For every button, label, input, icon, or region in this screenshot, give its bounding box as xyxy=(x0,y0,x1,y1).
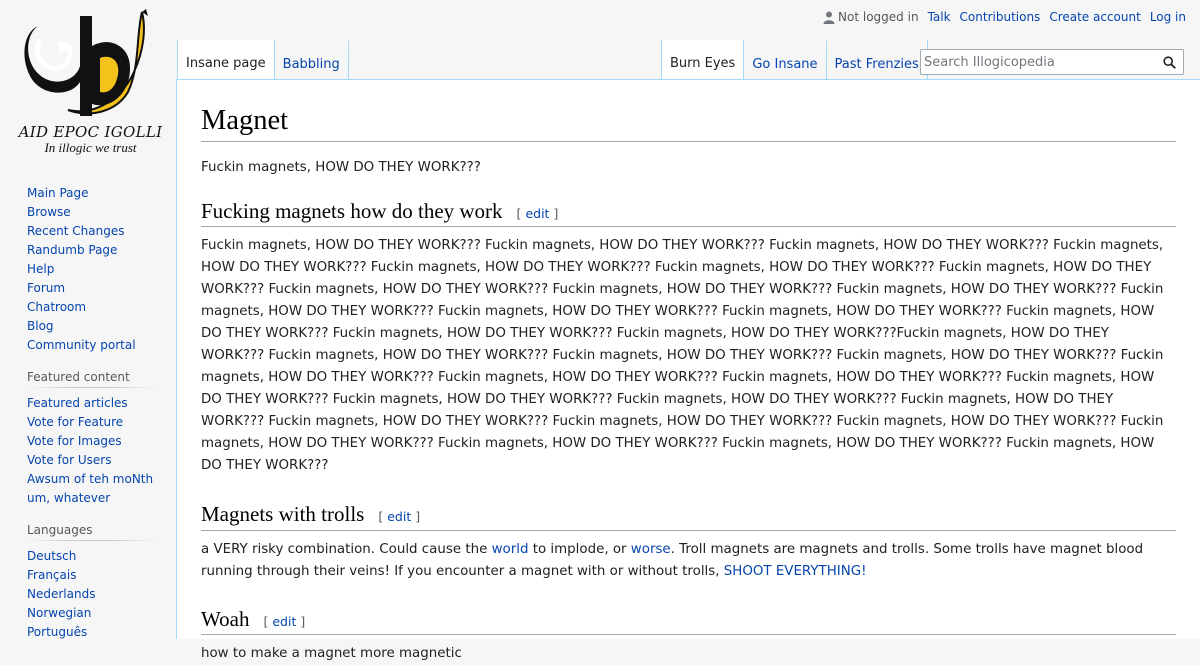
view-tabs xyxy=(661,40,928,80)
edit-section: [ edit ] xyxy=(378,509,421,525)
sidebar-item-vote-for-users[interactable]: Vote for Users xyxy=(27,453,112,467)
sidebar-item-browse[interactable]: Browse xyxy=(27,205,71,219)
namespace-tabs xyxy=(177,40,349,80)
sidebar-item-forum[interactable]: Forum xyxy=(27,281,66,295)
featured-portal xyxy=(0,367,176,508)
sidebar-item-portugues[interactable]: Português xyxy=(27,625,88,639)
search-icon xyxy=(1163,56,1176,69)
edit-section: [ edit ] xyxy=(263,613,306,629)
not-logged-in-label: Not logged in xyxy=(838,10,919,24)
tab-label: Past Frenzies xyxy=(834,57,919,72)
sidebar-item-main-page[interactable]: Main Page xyxy=(27,186,89,200)
languages-heading: Languages xyxy=(27,520,157,541)
intro-paragraph: Fuckin magnets, HOW DO THEY WORK??? xyxy=(201,160,481,176)
sidebar-item-norwegian[interactable]: Norwegian xyxy=(27,606,92,620)
edit-link[interactable]: edit xyxy=(272,613,297,629)
tab-label: Go Insane xyxy=(752,57,818,72)
tab-past-frenzies[interactable] xyxy=(827,40,928,80)
tab-label: Babbling xyxy=(282,57,340,72)
not-logged-in xyxy=(823,10,919,24)
edit-section: [ edit ] xyxy=(516,206,559,222)
contributions-link[interactable]: Contributions xyxy=(959,10,1041,24)
sidebar-item-vote-for-images[interactable]: Vote for Images xyxy=(27,434,122,448)
sidebar-item-um-whatever[interactable]: um, whatever xyxy=(27,491,111,505)
section-heading-text: Woah xyxy=(201,606,250,631)
sidebar-item-vote-for-feature[interactable]: Vote for Feature xyxy=(27,415,124,429)
sidebar-item-community-portal[interactable]: Community portal xyxy=(27,338,136,352)
languages-portal xyxy=(0,520,176,642)
shoot-everything-link[interactable]: SHOOT EVERYTHING! xyxy=(723,563,867,579)
sidebar-item-featured-articles[interactable]: Featured articles xyxy=(27,396,128,410)
talk-link[interactable]: Talk xyxy=(927,10,951,24)
sidebar-item-nederlands[interactable]: Nederlands xyxy=(27,587,96,601)
section-heading xyxy=(201,604,1176,635)
tab-label: Burn Eyes xyxy=(670,56,736,71)
search-box xyxy=(920,49,1184,75)
logo-tagline: In illogic we trust xyxy=(44,140,137,155)
tab-insane-page[interactable] xyxy=(177,40,275,80)
section-paragraph: how to make a magnet more magnetic xyxy=(201,645,462,661)
world-link[interactable]: world xyxy=(491,541,529,557)
logo-mark-icon xyxy=(18,6,163,126)
sidebar-item-chatroom[interactable]: Chatroom xyxy=(27,300,87,314)
section-heading xyxy=(201,196,1176,227)
sidebar xyxy=(0,184,176,654)
tab-burn-eyes[interactable] xyxy=(661,40,744,80)
edit-link[interactable]: edit xyxy=(387,509,412,525)
sidebar-item-francais[interactable]: Français xyxy=(27,568,77,582)
personal-tools xyxy=(823,10,1186,24)
search-button[interactable] xyxy=(1157,50,1181,74)
section-paragraph: Fuckin magnets, HOW DO THEY WORK??? Fuckin magnets, HOW DO THEY WORK??? Fuckin magnets, HOW DO THEY WORK??? Fuckin magnets, HOW DO THEY WORK??? Fuckin magnets, HOW DO THEY WORK??? Fuckin magnets, HOW DO THEY WORK??? Fuckin magnets, HOW DO THEY WORK??? Fuckin magnets, HOW DO THEY WORK??? Fuckin magnets, HOW DO THEY WORK??? Fuckin magnets, HOW DO THEY WORK??? Fuckin magnets, HOW DO THEY WORK??? Fuckin magnets, HOW DO THEY WORK??? Fuckin magnets, HOW DO THEY WORK??? Fuckin magnets, HOW DO THEY WORK??? Fuckin magnets, HOW DO THEY WORK??? Fuckin magnets, HOW DO THEY WORK???Fuckin magnets, HOW DO THEY WORK??? Fuckin magnets, HOW DO THEY WORK??? Fuckin magnets, HOW DO THEY WORK??? Fuckin magnets, HOW DO THEY WORK??? Fuckin magnets, HOW DO THEY WORK??? Fuckin magnets, HOW DO THEY WORK??? Fuckin magnets, HOW DO THEY WORK??? Fuckin magnets, HOW DO THEY WORK??? Fuckin magnets, HOW DO THEY WORK??? Fuckin magnets, HOW DO THEY WORK??? Fuckin magnets, HOW DO THEY WORK??? Fuckin magnets, HOW DO THEY WORK??? Fuckin magnets, HOW DO THEY WORK??? Fuckin magnets, HOW DO THEY WORK??? Fuckin magnets, HOW DO THEY WORK??? Fuckin magnets, HOW DO THEY WORK??? Fuckin magnets, HOW DO THEY WORK??? Fuckin magnets, HOW DO THEY WORK??? xyxy=(201,238,1164,474)
sidebar-item-deutsch[interactable]: Deutsch xyxy=(27,549,77,563)
navigation-portal xyxy=(0,184,176,355)
tab-babbling[interactable] xyxy=(275,40,349,80)
section-heading-text: Magnets with trolls xyxy=(201,502,365,527)
sidebar-item-help[interactable]: Help xyxy=(27,262,55,276)
log-in-link[interactable]: Log in xyxy=(1149,10,1186,24)
tab-label: Insane page xyxy=(186,56,266,71)
text-run: . Troll magnets are magnets and trolls. Some trolls have magnet blood running through their veins! If you encounter a magnet with or without trolls, xyxy=(201,541,1144,579)
site-logo[interactable] xyxy=(18,6,163,158)
featured-heading: Featured content xyxy=(27,367,157,388)
sidebar-item-recent-changes[interactable]: Recent Changes xyxy=(27,224,125,238)
edit-link[interactable]: edit xyxy=(525,206,550,222)
sidebar-item-awsum-of-teh-month[interactable]: Awsum of teh moNth xyxy=(27,472,154,486)
article-content xyxy=(176,79,1200,661)
logo-title: AID EPOC IGOLLI xyxy=(18,123,163,141)
tab-go-insane[interactable] xyxy=(744,40,826,80)
text-run: to implode, or xyxy=(528,541,631,557)
sidebar-item-blog[interactable]: Blog xyxy=(27,319,54,333)
section-paragraph xyxy=(201,539,1176,583)
page-title: Magnet xyxy=(201,102,1176,142)
text-run: a VERY risky combination. Could cause the xyxy=(201,541,492,557)
section-heading-text: Fucking magnets how do they work xyxy=(201,199,503,224)
worse-link[interactable]: worse xyxy=(630,541,671,557)
user-icon xyxy=(823,11,835,24)
create-account-link[interactable]: Create account xyxy=(1049,10,1141,24)
section-heading xyxy=(201,499,1176,530)
sidebar-item-randumb-page[interactable]: Randumb Page xyxy=(27,243,118,257)
search-input[interactable] xyxy=(921,55,1157,70)
